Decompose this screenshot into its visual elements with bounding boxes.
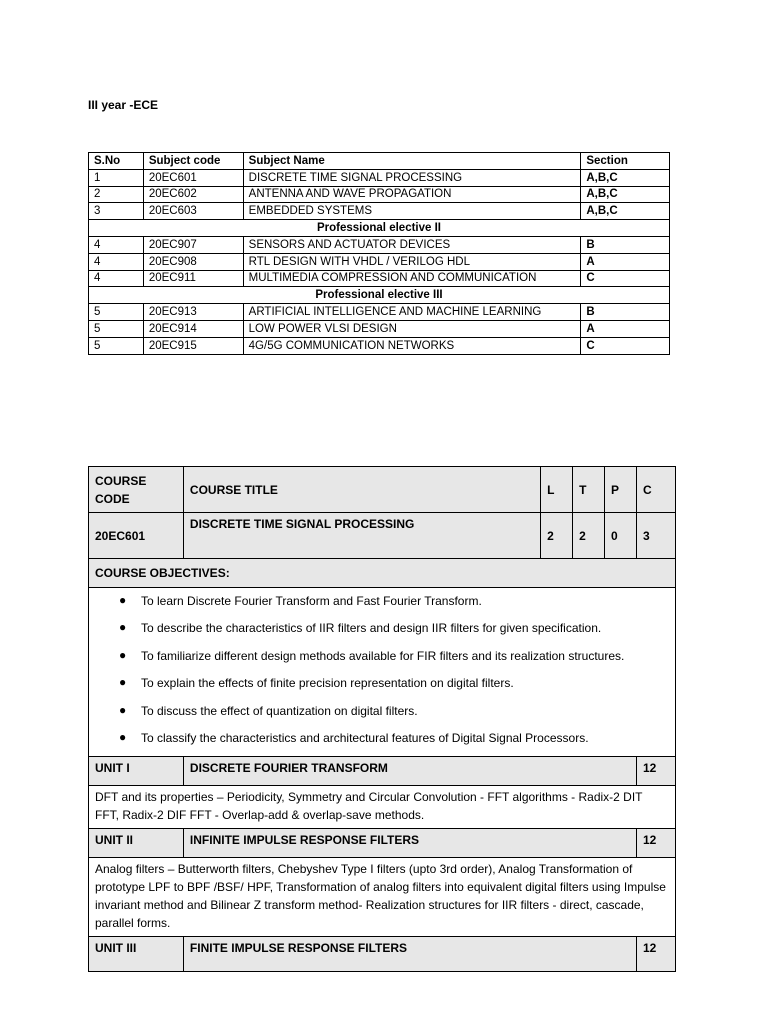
table-row [89, 186, 670, 203]
table-row [89, 253, 670, 270]
subject-table-header [89, 153, 670, 170]
unit-content-row [89, 858, 676, 937]
objective-text: To describe the characteristics of IIR filters and design IIR filters for given specification. [141, 621, 602, 636]
header-sno: S.No [89, 153, 144, 170]
course-t: 2 [573, 513, 605, 559]
elective-group-row [89, 220, 670, 237]
list-item [95, 647, 669, 674]
list-item [95, 592, 669, 619]
cell-code: 20EC914 [143, 320, 243, 337]
course-row [89, 513, 676, 559]
cell-sno: 3 [89, 203, 144, 220]
unit-hours: 12 [636, 937, 675, 972]
elective-group-label: Professional elective II [89, 220, 670, 237]
objectives-cell [89, 588, 676, 757]
cell-code: 20EC907 [143, 236, 243, 253]
cell-section: C [581, 337, 670, 354]
cell-code: 20EC913 [143, 304, 243, 321]
cell-name: DISCRETE TIME SIGNAL PROCESSING [243, 169, 581, 186]
cell-code: 20EC603 [143, 203, 243, 220]
cell-name: MULTIMEDIA COMPRESSION AND COMMUNICATION [243, 270, 581, 287]
c-label: C [636, 467, 675, 513]
objective-text: To classify the characteristics and architectural features of Digital Signal Processors. [141, 730, 589, 745]
cell-section: A [581, 253, 670, 270]
header-subject-code: Subject code [143, 153, 243, 170]
cell-section: A,B,C [581, 169, 670, 186]
cell-sno: 2 [89, 186, 144, 203]
elective-group-row [89, 287, 670, 304]
cell-sno: 5 [89, 320, 144, 337]
unit-content: DFT and its properties – Periodicity, Symmetry and Circular Convolution - FFT algorithms - Radix-2 DIT FFT, Radix-2 DIF FFT - Overlap-add & overlap-save methods. [89, 786, 676, 829]
cell-sno: 5 [89, 337, 144, 354]
header-section: Section [581, 153, 670, 170]
t-label: T [573, 467, 605, 513]
bullet-icon: ● [119, 702, 127, 717]
course-c: 3 [636, 513, 675, 559]
list-item [95, 674, 669, 701]
cell-sno: 4 [89, 236, 144, 253]
objectives-header-row [89, 559, 676, 588]
bullet-icon: ● [119, 620, 127, 635]
cell-code: 20EC601 [143, 169, 243, 186]
cell-name: SENSORS AND ACTUATOR DEVICES [243, 236, 581, 253]
course-code: 20EC601 [89, 513, 184, 559]
course-title: DISCRETE TIME SIGNAL PROCESSING [183, 513, 540, 559]
cell-sno: 4 [89, 270, 144, 287]
course-l: 2 [541, 513, 573, 559]
unit-content-row [89, 786, 676, 829]
table-row [89, 270, 670, 287]
bullet-icon: ● [119, 593, 127, 607]
cell-section: A,B,C [581, 186, 670, 203]
l-label: L [541, 467, 573, 513]
cell-code: 20EC602 [143, 186, 243, 203]
cell-code: 20EC915 [143, 337, 243, 354]
table-row [89, 203, 670, 220]
unit-title: DISCRETE FOURIER TRANSFORM [183, 757, 636, 786]
objectives-label: COURSE OBJECTIVES: [89, 559, 676, 588]
table-row [89, 236, 670, 253]
syllabus-table [88, 466, 676, 972]
cell-name: ARTIFICIAL INTELLIGENCE AND MACHINE LEARNING [243, 304, 581, 321]
cell-section: B [581, 304, 670, 321]
cell-section: C [581, 270, 670, 287]
list-item [95, 702, 669, 729]
list-item [95, 729, 669, 756]
cell-name: RTL DESIGN WITH VHDL / VERILOG HDL [243, 253, 581, 270]
unit-header-row [89, 829, 676, 858]
unit-title: INFINITE IMPULSE RESPONSE FILTERS [183, 829, 636, 858]
course-header-row [89, 467, 676, 513]
cell-section: A [581, 320, 670, 337]
unit-label: UNIT I [89, 757, 184, 786]
cell-section: A,B,C [581, 203, 670, 220]
course-code-label: COURSE CODE [89, 467, 184, 513]
objectives-list [95, 592, 669, 756]
table-row [89, 169, 670, 186]
elective-group-label: Professional elective III [89, 287, 670, 304]
unit-label: UNIT III [89, 937, 184, 972]
table-row [89, 320, 670, 337]
cell-name: 4G/5G COMMUNICATION NETWORKS [243, 337, 581, 354]
unit-hours: 12 [636, 829, 675, 858]
objective-text: To explain the effects of finite precision representation on digital filters. [141, 676, 514, 691]
subject-table [88, 152, 670, 355]
bullet-icon: ● [119, 729, 127, 744]
cell-section: B [581, 236, 670, 253]
bullet-icon: ● [119, 675, 127, 690]
unit-label: UNIT II [89, 829, 184, 858]
cell-name: LOW POWER VLSI DESIGN [243, 320, 581, 337]
unit-content: Analog filters – Butterworth filters, Chebyshev Type I filters (upto 3rd order), Analog Transformation of prototype LPF to BPF /BSF/ HPF, Transformation of analog filters into equivalent digital filters using Impulse invariant method and Bilinear Z transform method- Realization structures for IIR filters - direct, cascade, parallel forms. [89, 858, 676, 937]
course-title-label: COURSE TITLE [183, 467, 540, 513]
cell-sno: 4 [89, 253, 144, 270]
unit-header-row [89, 937, 676, 972]
table-row [89, 337, 670, 354]
header-subject-name: Subject Name [243, 153, 581, 170]
unit-header-row [89, 757, 676, 786]
objective-text: To learn Discrete Fourier Transform and Fast Fourier Transform. [141, 594, 482, 608]
list-item [95, 619, 669, 646]
unit-title: FINITE IMPULSE RESPONSE FILTERS [183, 937, 636, 972]
course-p: 0 [605, 513, 637, 559]
cell-sno: 5 [89, 304, 144, 321]
cell-code: 20EC911 [143, 270, 243, 287]
unit-hours: 12 [636, 757, 675, 786]
objective-text: To familiarize different design methods available for FIR filters and its realization structures. [141, 648, 625, 663]
table-row [89, 304, 670, 321]
objective-text: To discuss the effect of quantization on digital filters. [141, 703, 418, 718]
cell-name: EMBEDDED SYSTEMS [243, 203, 581, 220]
p-label: P [605, 467, 637, 513]
objectives-row [89, 588, 676, 757]
page-heading: III year -ECE [88, 98, 159, 112]
cell-code: 20EC908 [143, 253, 243, 270]
bullet-icon: ● [119, 647, 127, 662]
cell-name: ANTENNA AND WAVE PROPAGATION [243, 186, 581, 203]
cell-sno: 1 [89, 169, 144, 186]
